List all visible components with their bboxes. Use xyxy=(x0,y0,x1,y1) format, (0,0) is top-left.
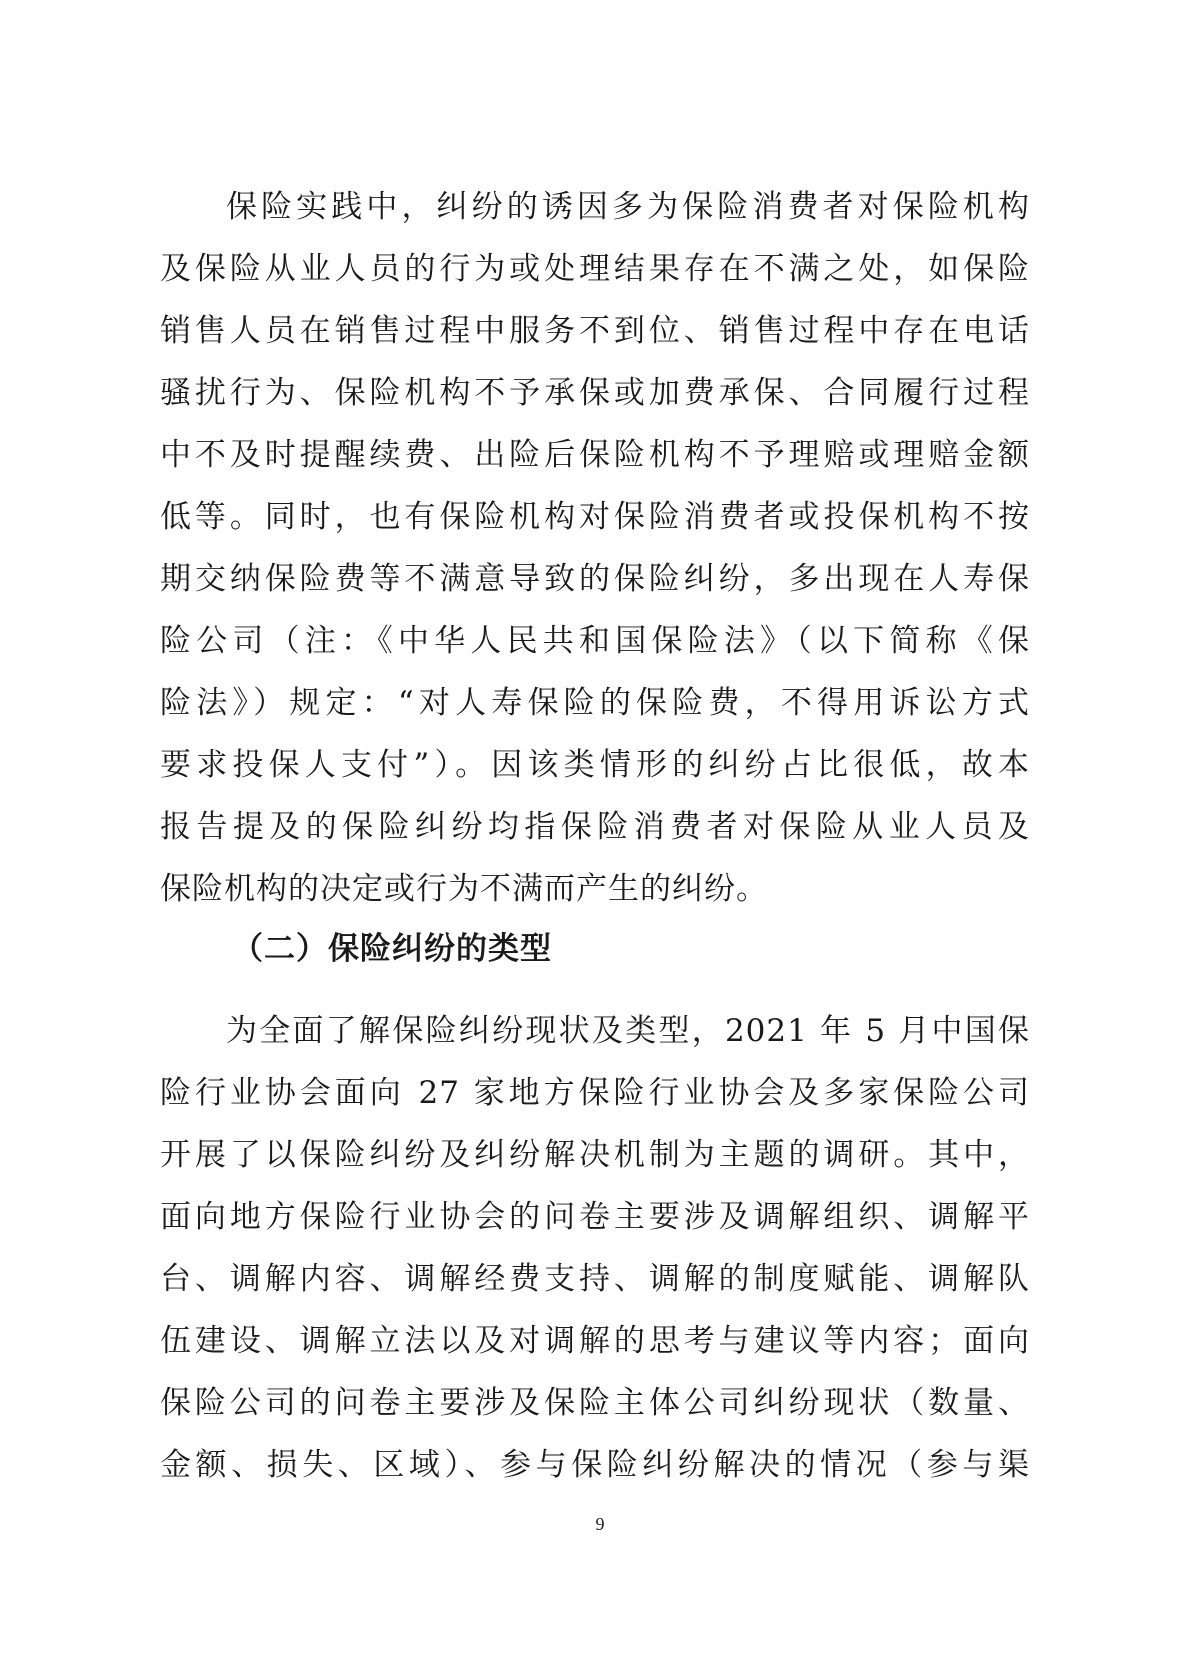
paragraph-line: 保险机构的决定或行为不满而产生的纠纷。 xyxy=(160,871,768,907)
paragraph-survey-description xyxy=(160,1000,1030,1496)
section-heading: （二）保险纠纷的类型 xyxy=(232,931,552,967)
paragraph-line: 要求投保人支付”）。因该类情形的纠纷占比很低，故本 xyxy=(160,747,1030,783)
paragraph-line: 伍建设、调解立法以及对调解的思考与建议等内容；面向 xyxy=(160,1323,1030,1359)
paragraph-line: 开展了以保险纠纷及纠纷解决机制为主题的调研。其中， xyxy=(160,1137,1030,1173)
page-number: 9 xyxy=(595,1514,605,1534)
paragraph-line: 期交纳保险费等不满意导致的保险纠纷，多出现在人寿保 xyxy=(160,561,1030,597)
paragraph-line: 保险实践中，纠纷的诱因多为保险消费者对保险机构 xyxy=(226,189,1030,225)
paragraph-line: 报告提及的保险纠纷均指保险消费者对保险从业人员及 xyxy=(160,809,1030,845)
paragraph-line: 为全面了解保险纠纷现状及类型，2021 年 5 月中国保 xyxy=(226,1013,1030,1049)
paragraph-line: 金额、损失、区域）、参与保险纠纷解决的情况（参与渠 xyxy=(160,1447,1030,1483)
paragraph-line: 销售人员在销售过程中服务不到位、销售过程中存在电话 xyxy=(160,313,1030,349)
paragraph-line: 险公司（注：《中华人民共和国保险法》（以下简称《保 xyxy=(160,623,1030,659)
paragraph-line: 骚扰行为、保险机构不予承保或加费承保、合同履行过程 xyxy=(160,375,1030,411)
paragraph-line: 保险公司的问卷主要涉及保险主体公司纠纷现状（数量、 xyxy=(160,1385,1030,1421)
paragraph-dispute-causes xyxy=(160,176,1030,920)
paragraph-line: 中不及时提醒续费、出险后保险机构不予理赔或理赔金额 xyxy=(160,437,1030,473)
paragraph-line: 及保险从业人员的行为或处理结果存在不满之处，如保险 xyxy=(160,251,1030,287)
paragraph-line: 险法》）规定：“对人寿保险的保险费，不得用诉讼方式 xyxy=(160,685,1030,721)
paragraph-line: 面向地方保险行业协会的问卷主要涉及调解组织、调解平 xyxy=(160,1199,1030,1235)
paragraph-line: 台、调解内容、调解经费支持、调解的制度赋能、调解队 xyxy=(160,1261,1030,1297)
paragraph-line: 低等。同时，也有保险机构对保险消费者或投保机构不按 xyxy=(160,499,1030,535)
paragraph-line: 险行业协会面向 27 家地方保险行业协会及多家保险公司 xyxy=(160,1075,1030,1111)
